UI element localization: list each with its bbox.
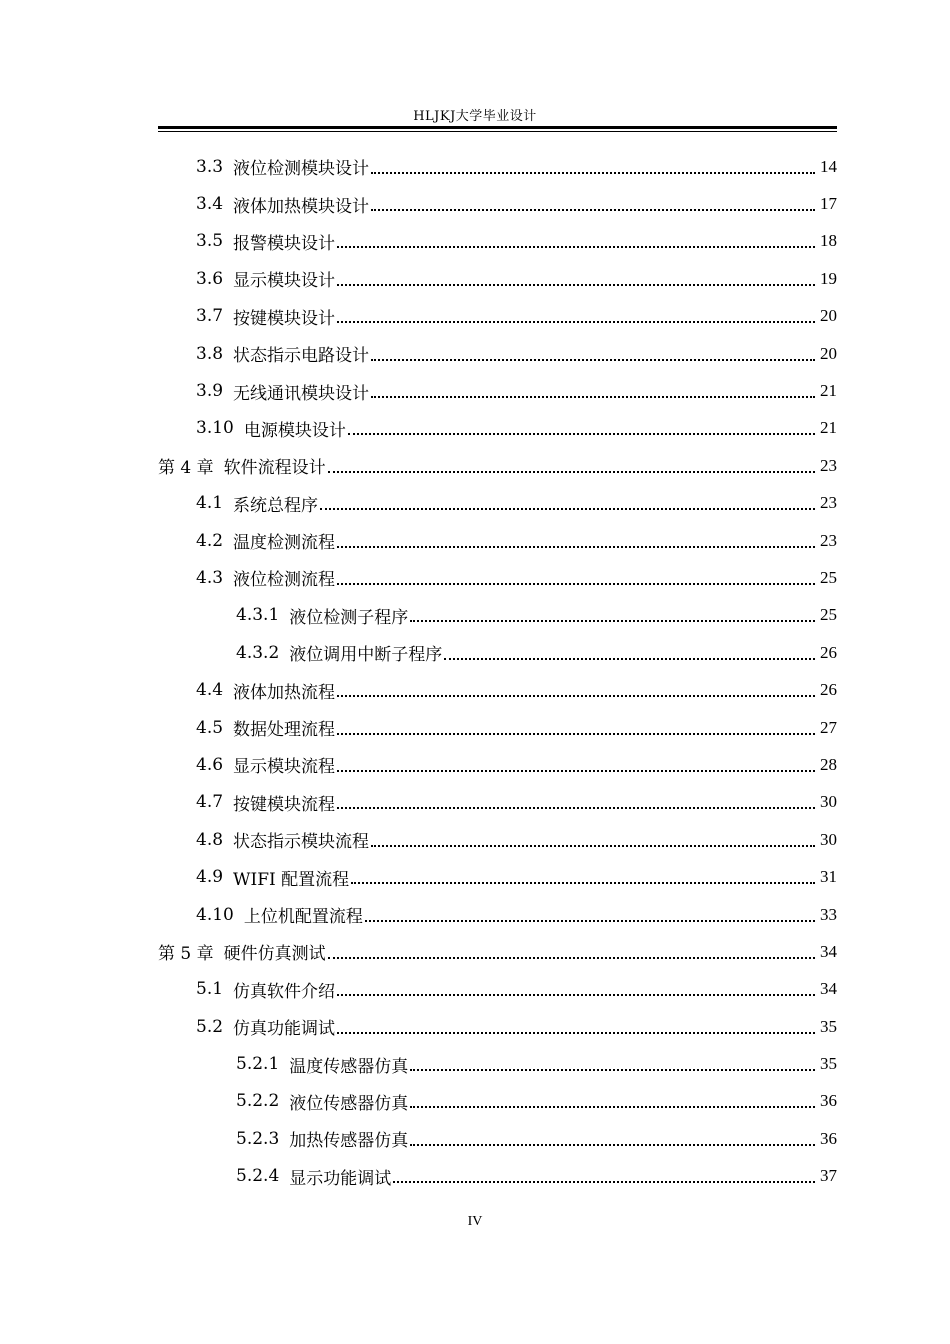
toc-entry-page: 18 — [820, 231, 837, 251]
toc-entry-page: 19 — [820, 268, 837, 288]
toc-entry-page: 30 — [820, 829, 837, 849]
toc-entry-number: 3.9 — [196, 381, 224, 402]
toc-entry-page: 35 — [820, 1054, 837, 1074]
toc-entry-title: 电源模块设计 — [243, 420, 346, 441]
toc-section-entry[interactable] — [158, 1120, 837, 1157]
toc-entry-title: 显示模块流程 — [233, 757, 336, 778]
toc-dot-leader — [348, 433, 815, 435]
toc-entry-page: 21 — [820, 418, 837, 438]
toc-section-entry[interactable] — [158, 559, 837, 596]
toc-entry-number: 4.3.1 — [236, 605, 280, 626]
toc-dot-leader — [328, 471, 815, 473]
toc-entry-title: 软件流程设计 — [223, 458, 326, 479]
toc-dot-leader — [320, 508, 815, 510]
toc-entry-number: 3.7 — [196, 306, 224, 327]
toc-entry-page: 26 — [820, 680, 837, 700]
toc-entry-title: 仿真功能调试 — [233, 1019, 336, 1040]
toc-entry-number: 4.1 — [196, 493, 224, 514]
toc-section-entry[interactable] — [158, 858, 837, 895]
toc-dot-leader — [337, 807, 815, 809]
toc-section-entry[interactable] — [158, 1045, 837, 1082]
toc-dot-leader — [351, 882, 815, 884]
toc-entry-page: 36 — [820, 1128, 837, 1148]
toc-section-entry[interactable] — [158, 784, 837, 821]
toc-entry-title: 加热传感器仿真 — [289, 1131, 409, 1152]
toc-entry-title: 系统总程序 — [233, 495, 319, 516]
toc-entry-number: 第 5 章 — [158, 944, 214, 965]
toc-entry-page: 33 — [820, 904, 837, 924]
toc-dot-leader — [337, 546, 815, 548]
toc-section-entry[interactable] — [158, 298, 837, 335]
toc-entry-page: 27 — [820, 717, 837, 737]
toc-dot-leader — [444, 658, 815, 660]
toc-entry-title: 按键模块流程 — [233, 794, 336, 815]
toc-entry-page: 23 — [820, 493, 837, 513]
toc-entry-number: 4.2 — [196, 530, 224, 551]
toc-entry-title: 液位检测流程 — [233, 570, 336, 591]
toc-section-entry[interactable] — [158, 522, 837, 559]
toc-section-entry[interactable] — [158, 1083, 837, 1120]
toc-entry-page: 37 — [820, 1166, 837, 1186]
toc-entry-title: WIFI 配置流程 — [233, 869, 350, 890]
toc-entry-page: 23 — [820, 455, 837, 475]
toc-entry-page: 14 — [820, 156, 837, 176]
toc-entry-title: 无线通讯模块设计 — [233, 383, 370, 404]
toc-chapter-entry[interactable] — [158, 447, 837, 484]
toc-entry-number: 5.2.1 — [236, 1054, 280, 1075]
toc-section-entry[interactable] — [158, 896, 837, 933]
toc-entry-number: 3.3 — [196, 156, 224, 177]
toc-section-entry[interactable] — [158, 821, 837, 858]
toc-entry-title: 上位机配置流程 — [243, 907, 363, 927]
toc-section-entry[interactable] — [158, 1008, 837, 1045]
toc-entry-number: 4.3 — [196, 567, 224, 588]
toc-entry-page: 25 — [820, 605, 837, 625]
toc-section-entry[interactable] — [158, 260, 837, 297]
toc-entry-page: 20 — [820, 306, 837, 326]
toc-dot-leader — [410, 1106, 815, 1108]
toc-entry-page: 20 — [820, 343, 837, 363]
toc-entry-page: 28 — [820, 754, 837, 774]
toc-entry-number: 5.2 — [196, 1016, 224, 1037]
toc-dot-leader — [337, 770, 815, 772]
toc-section-entry[interactable] — [158, 746, 837, 783]
toc-entry-title: 仿真软件介绍 — [233, 981, 336, 1002]
toc-entry-number: 5.2.4 — [236, 1166, 280, 1187]
toc-entry-number: 4.9 — [196, 867, 224, 888]
toc-entry-title: 液位调用中断子程序 — [289, 645, 443, 666]
toc-entry-page: 26 — [820, 642, 837, 662]
toc-entry-title: 温度传感器仿真 — [289, 1056, 409, 1077]
toc-entry-page: 23 — [820, 530, 837, 550]
toc-dot-leader — [371, 172, 815, 174]
toc-dot-leader — [337, 994, 815, 996]
toc-entry-number: 4.5 — [196, 717, 224, 738]
toc-section-entry[interactable] — [158, 335, 837, 372]
toc-entry-number: 3.5 — [196, 231, 224, 252]
toc-entry-title: 按键模块设计 — [233, 308, 336, 329]
toc-chapter-entry[interactable] — [158, 933, 837, 970]
toc-entry-number: 3.8 — [196, 343, 224, 364]
toc-entry-page: 17 — [820, 194, 837, 214]
toc-section-entry[interactable] — [158, 1158, 837, 1195]
toc-dot-leader — [337, 695, 815, 697]
toc-dot-leader — [337, 583, 815, 585]
toc-entry-title: 温度检测流程 — [233, 533, 336, 554]
toc-entry-page: 31 — [820, 867, 837, 887]
toc-section-entry[interactable] — [158, 185, 837, 222]
toc-entry-page: 35 — [820, 1016, 837, 1036]
toc-dot-leader — [328, 957, 815, 959]
toc-entry-number: 4.4 — [196, 680, 224, 701]
header-rule-thin — [158, 131, 837, 132]
toc-entry-title: 显示功能调试 — [289, 1168, 392, 1189]
toc-entry-page: 30 — [820, 792, 837, 812]
toc-section-entry[interactable] — [158, 485, 837, 522]
table-of-contents — [158, 148, 837, 1195]
toc-dot-leader — [337, 733, 815, 735]
toc-entry-number: 4.8 — [196, 829, 224, 850]
toc-entry-title: 液位检测子程序 — [289, 607, 409, 628]
toc-entry-title: 显示模块设计 — [233, 271, 336, 292]
toc-section-entry[interactable] — [158, 709, 837, 746]
toc-entry-number: 3.6 — [196, 268, 224, 289]
toc-dot-leader — [410, 620, 815, 622]
toc-entry-number: 3.4 — [196, 194, 224, 215]
toc-entry-number: 4.7 — [196, 792, 224, 813]
toc-entry-number: 第 4 章 — [158, 458, 214, 479]
toc-section-entry[interactable] — [158, 971, 837, 1008]
toc-section-entry[interactable] — [158, 634, 837, 671]
toc-entry-number: 5.2.2 — [236, 1091, 280, 1112]
toc-section-entry[interactable] — [158, 223, 837, 260]
toc-dot-leader — [337, 246, 815, 248]
toc-dot-leader — [337, 1032, 815, 1034]
toc-entry-page: 21 — [820, 381, 837, 401]
toc-entry-title: 液位传感器仿真 — [289, 1093, 409, 1114]
toc-entry-title: 液体加热模块设计 — [233, 196, 370, 217]
toc-entry-page: 36 — [820, 1091, 837, 1111]
running-header: HLJKJ大学毕业设计 — [413, 109, 537, 124]
toc-entry-number: 4.3.2 — [236, 642, 280, 663]
toc-entry-title: 报警模块设计 — [233, 233, 336, 254]
toc-section-entry[interactable] — [158, 671, 837, 708]
toc-entry-number: 3.10 — [196, 418, 234, 439]
toc-entry-page: 34 — [820, 979, 837, 999]
toc-section-entry[interactable] — [158, 597, 837, 634]
toc-dot-leader — [337, 284, 815, 286]
toc-entry-page: 34 — [820, 941, 837, 961]
toc-entry-number: 4.6 — [196, 754, 224, 775]
toc-dot-leader — [337, 321, 815, 323]
toc-entry-title: 液位检测模块设计 — [233, 159, 370, 180]
toc-dot-leader — [393, 1181, 815, 1183]
toc-dot-leader — [371, 396, 815, 398]
toc-dot-leader — [371, 209, 815, 211]
toc-section-entry[interactable] — [158, 372, 837, 409]
toc-entry-page: 25 — [820, 567, 837, 587]
toc-entry-title: 状态指示模块流程 — [233, 832, 370, 853]
toc-entry-number: 5.2.3 — [236, 1128, 280, 1149]
toc-dot-leader — [365, 920, 815, 922]
toc-entry-title: 状态指示电路设计 — [233, 346, 370, 367]
toc-entry-number: 4.10 — [196, 904, 234, 925]
toc-entry-number: 5.1 — [196, 979, 224, 1000]
toc-entry-title: 液体加热流程 — [233, 682, 336, 703]
toc-dot-leader — [410, 1144, 815, 1146]
header-rule-thick — [158, 126, 837, 129]
page-number: IV — [467, 1214, 483, 1229]
toc-section-entry[interactable] — [158, 148, 837, 185]
toc-entry-title: 硬件仿真测试 — [223, 944, 326, 965]
toc-section-entry[interactable] — [158, 410, 837, 447]
toc-dot-leader — [371, 845, 815, 847]
toc-entry-title: 数据处理流程 — [233, 720, 336, 741]
toc-dot-leader — [410, 1069, 815, 1071]
toc-dot-leader — [371, 359, 815, 361]
